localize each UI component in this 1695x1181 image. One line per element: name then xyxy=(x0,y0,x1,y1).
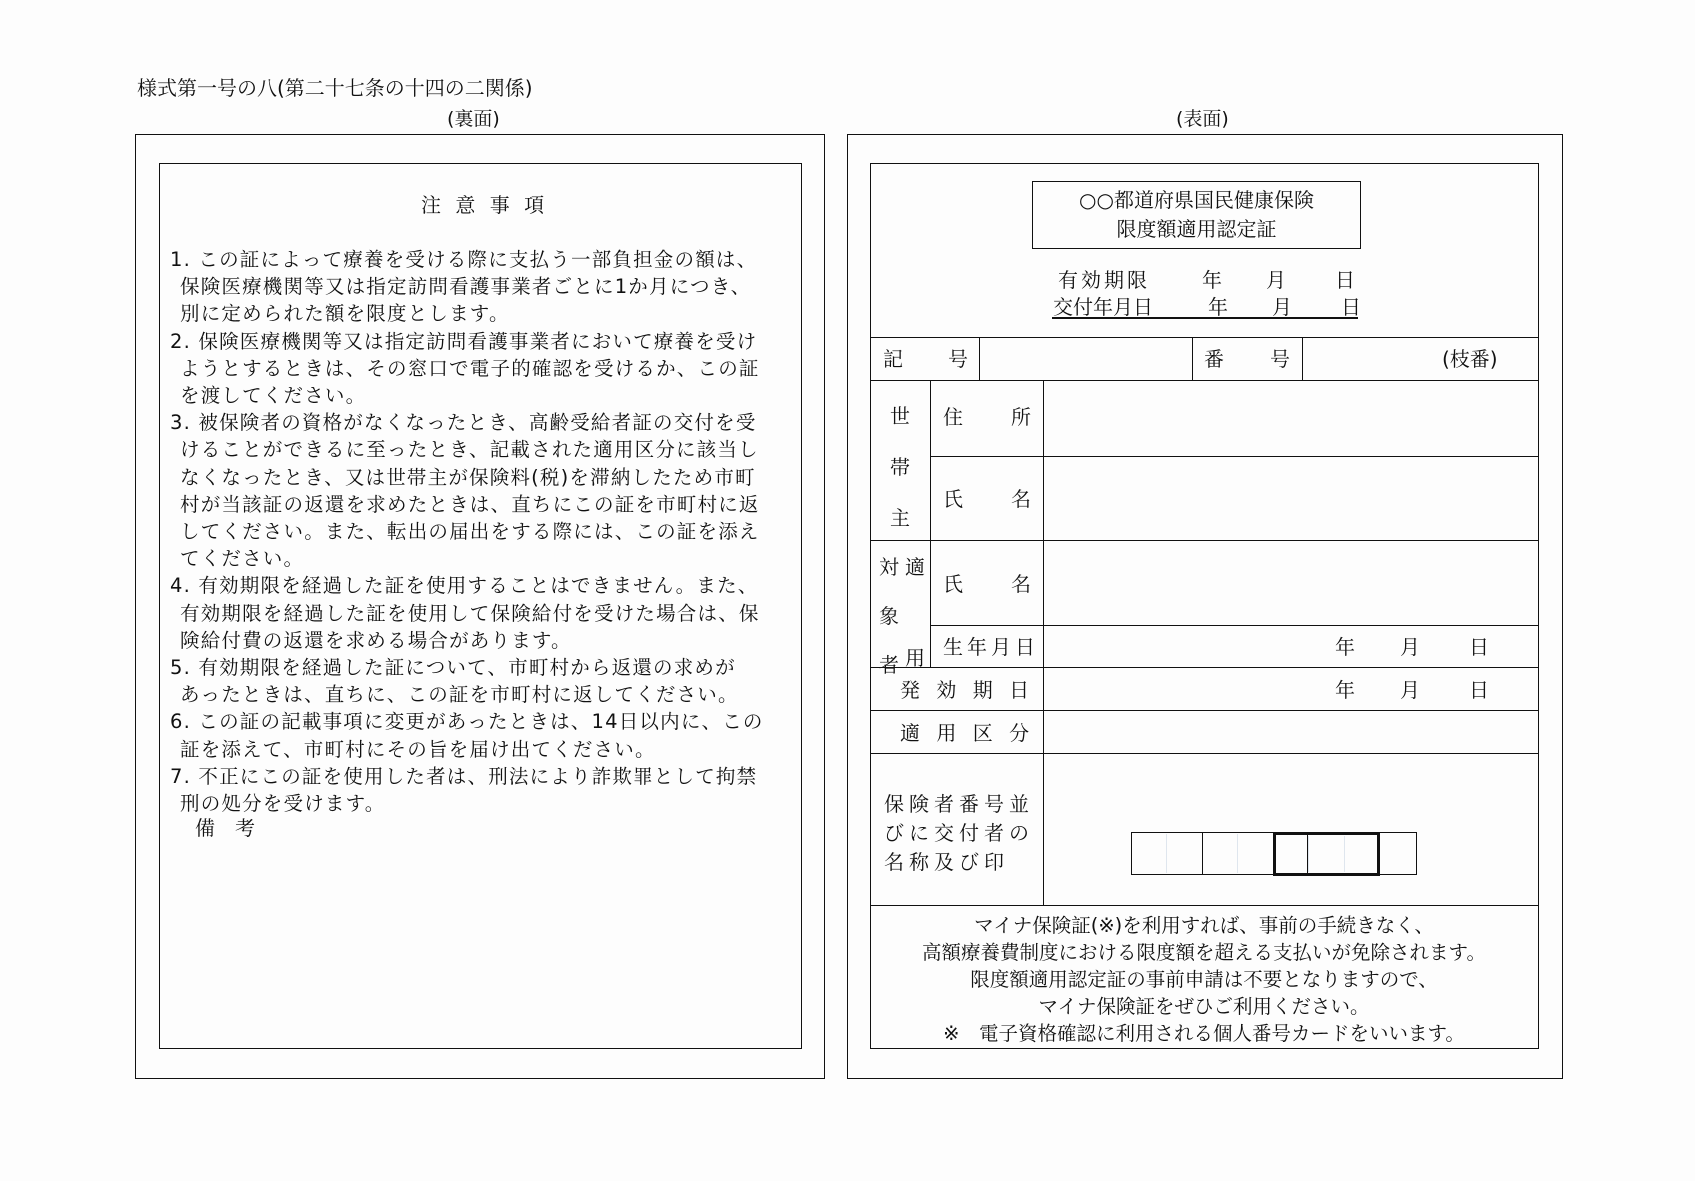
label-char: 名 xyxy=(1011,487,1031,511)
note-item: 2. 保険医療機関等又は指定訪問看護事業者において療養を受け xyxy=(170,329,758,353)
label-char: 所 xyxy=(1011,405,1031,429)
label-char: 氏 xyxy=(943,487,963,511)
effective-date-label: 発 効 期 日 xyxy=(900,678,1035,702)
insurer-number-box-emphasized[interactable] xyxy=(1273,832,1380,876)
effective-date-day: 日 xyxy=(1469,678,1489,702)
number-label xyxy=(1204,348,1290,370)
validity-day: 日 xyxy=(1335,268,1355,292)
subject-char: 適 xyxy=(905,555,925,579)
front-side-label: (表面) xyxy=(1176,108,1229,130)
col-line xyxy=(1302,337,1303,380)
householder-name-field[interactable] xyxy=(1045,458,1537,539)
notice-line: マイナ保険証(※)を利用すれば、事前の手続きなく、 xyxy=(974,914,1434,937)
symbol-label xyxy=(883,348,968,370)
note-continuation-line: 有効期限を経過した証を使用して保険給付を受けた場合は、保 xyxy=(180,601,760,625)
remarks-label: 備 考 xyxy=(195,816,255,840)
issue-date-day: 日 xyxy=(1341,295,1361,319)
card-title-line1: ○○都道府県国民健康保険 xyxy=(1079,188,1314,212)
note-continuation-line: を渡してください。 xyxy=(180,384,367,408)
note-continuation-line: ようとするときは、その窓口で電子的確認を受けるか、この証 xyxy=(180,356,760,380)
note-item: 1. この証によって療養を受ける際に支払う一部負担金の額は、 xyxy=(170,248,758,271)
note-continuation-line: けることができるに至ったとき、記載された適用区分に該当し xyxy=(180,438,759,462)
validity-label: 有効期限 xyxy=(1058,268,1150,292)
note-item: 7. 不正にこの証を使用した者は、刑法により詐欺罪として拘禁 xyxy=(170,764,758,788)
insurer-label xyxy=(884,790,1034,877)
label-char: 氏 xyxy=(943,572,963,596)
number-label-char: 号 xyxy=(1270,347,1290,371)
householder-char: 世 xyxy=(890,404,910,428)
row-line xyxy=(870,753,1539,754)
subject-name-field[interactable] xyxy=(1045,542,1537,624)
row-line xyxy=(870,710,1539,711)
insurer-label-line: びに交付者の xyxy=(884,821,1034,845)
subject-char: 者 xyxy=(879,653,899,677)
notice-line: ※ 電子資格確認に利用される個人番号カードをいいます。 xyxy=(943,1022,1465,1045)
category-field[interactable] xyxy=(1045,712,1537,752)
symbol-label-char: 記 xyxy=(883,347,903,371)
insurer-number-box[interactable] xyxy=(1131,832,1203,875)
note-continuation-line: してください。また、転出の届出をする際には、この証を添え xyxy=(180,520,760,544)
householder-name-label xyxy=(943,488,1031,510)
row-line xyxy=(870,667,1539,668)
note-continuation-line: 刑の処分を受けます。 xyxy=(180,792,386,816)
issue-date-year: 年 xyxy=(1208,295,1228,319)
subject-char: 用 xyxy=(905,646,925,670)
box-divider xyxy=(1166,834,1167,873)
number-label-char: 番 xyxy=(1204,347,1224,371)
symbol-label-char: 号 xyxy=(948,347,968,371)
label-char: 住 xyxy=(943,405,963,429)
effective-date-year: 年 xyxy=(1335,678,1355,702)
note-item: 6. この証の記載事項に変更があったときは、14日以内に、この xyxy=(170,710,764,734)
validity-year: 年 xyxy=(1202,268,1222,292)
householder-char: 主 xyxy=(890,506,910,530)
note-continuation-line: あったときは、直ちに、この証を市町村に返してください。 xyxy=(180,683,739,707)
birthdate-label: 生年月日 xyxy=(943,635,1039,659)
col-line xyxy=(1192,337,1193,380)
note-continuation-line: なくなったとき、又は世帯主が保険料(税)を滞納したため市町 xyxy=(180,465,756,489)
note-item: 3. 被保険者の資格がなくなったとき、高齢受給者証の交付を受 xyxy=(170,411,757,435)
row-line xyxy=(870,540,1539,541)
category-label: 適 用 区 分 xyxy=(900,721,1035,745)
col-line xyxy=(1043,380,1044,905)
notes-heading: 注 意 事 項 xyxy=(421,193,549,217)
subject-group-label-col1 xyxy=(876,551,902,678)
note-continuation-line: てください。 xyxy=(180,547,305,571)
label-char: 名 xyxy=(1011,572,1031,596)
card-title-line2: 限度額適用認定証 xyxy=(1116,217,1277,241)
birthdate-month: 月 xyxy=(1400,635,1420,659)
insurer-label-line: 保険者番号並 xyxy=(884,792,1034,816)
branch-number-label: (枝番) xyxy=(1442,347,1498,371)
form-title: 様式第一号の八(第二十七条の十四の二関係) xyxy=(137,76,533,100)
row-line xyxy=(870,905,1539,906)
note-continuation-line: 険給付費の返還を求める場合があります。 xyxy=(180,628,572,652)
birthdate-year: 年 xyxy=(1335,635,1355,659)
issue-date-label: 交付年月日 xyxy=(1053,295,1153,319)
symbol-field[interactable] xyxy=(981,339,1190,379)
householder-address-field[interactable] xyxy=(1045,382,1537,455)
birthdate-day: 日 xyxy=(1469,635,1489,659)
effective-date-field[interactable] xyxy=(1045,669,1537,709)
subject-name-label xyxy=(943,573,1031,595)
insurer-number-box[interactable] xyxy=(1202,832,1274,875)
row-line xyxy=(870,380,1539,381)
effective-date-month: 月 xyxy=(1400,678,1420,702)
box-divider xyxy=(1237,834,1238,873)
row-line xyxy=(870,337,1539,338)
subject-char: 象 xyxy=(879,604,899,628)
note-continuation-line: 別に定められた額を限度とします。 xyxy=(180,302,510,326)
note-item: 5. 有効期限を経過した証について、市町村から返還の求めが xyxy=(170,656,736,680)
issue-date-month: 月 xyxy=(1272,295,1292,319)
validity-month: 月 xyxy=(1266,268,1286,292)
notice-line: マイナ保険証をぜひご利用ください。 xyxy=(1038,995,1370,1018)
subject-char: 対 xyxy=(879,555,899,579)
row-line xyxy=(930,456,1539,457)
note-continuation-line: 証を添えて、市町村にその旨を届け出てください。 xyxy=(180,737,656,761)
box-divider xyxy=(1344,836,1345,872)
householder-char: 帯 xyxy=(890,455,910,479)
notes-list xyxy=(170,246,800,817)
number-field[interactable] xyxy=(1304,339,1537,379)
subject-group-label-col2 xyxy=(902,551,928,671)
notice-line: 限度額適用認定証の事前申請は不要となりますので、 xyxy=(970,968,1438,991)
notice-line: 高額療養費制度における限度額を超える支払いが免除されます。 xyxy=(922,941,1486,964)
col-line xyxy=(930,380,931,667)
insurer-label-line: 名称及び印 xyxy=(884,850,1009,874)
insurer-number-boxes[interactable] xyxy=(1131,832,1417,875)
box-divider xyxy=(1308,836,1309,872)
householder-group-label xyxy=(880,400,920,531)
back-side-label: (裏面) xyxy=(447,108,500,130)
note-item: 4. 有効期限を経過した証を使用することはできません。また、 xyxy=(170,574,759,598)
issue-date-underline xyxy=(1052,317,1358,319)
row-line xyxy=(930,625,1539,626)
note-continuation-line: 保険医療機関等又は指定訪問看護事業者ごとに1か月につき、 xyxy=(180,275,752,299)
col-line xyxy=(979,337,980,380)
householder-address-label xyxy=(943,406,1031,428)
note-continuation-line: 村が当該証の返還を求めたときは、直ちにこの証を市町村に返 xyxy=(180,492,760,516)
